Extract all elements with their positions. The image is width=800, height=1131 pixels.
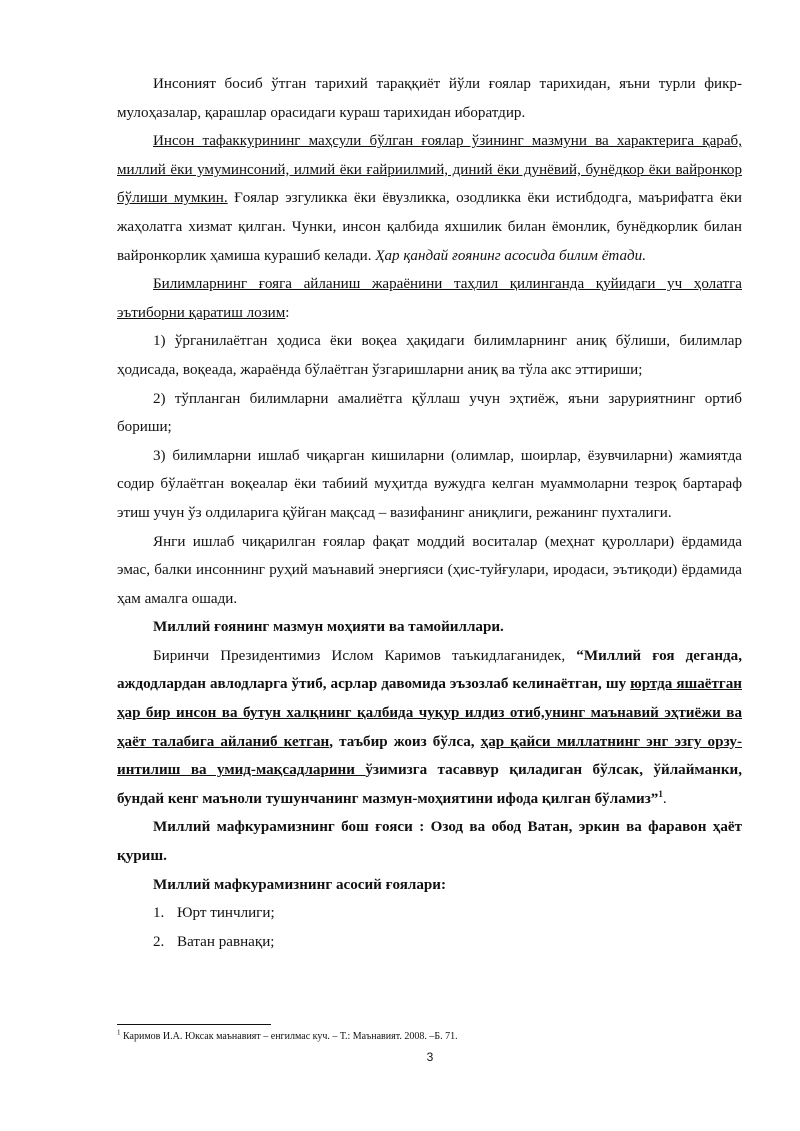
list-item: [117, 928, 742, 957]
footnote: [117, 1030, 742, 1043]
quote-intro: Биринчи Президентимиз Ислом Каримов таъкидлаганидек,: [153, 647, 577, 664]
paragraph-text: Ғоялар эзгуликка ёки ёвузликка, озодликка ёки истибдодга, маърифатга ёки жаҳолатга хизмат қилган. Чунки, инсон қалбида яхшилик билан ёмонлик, бунёдкорлик билан вайронкорлик ҳамиша курашиб келади.: [117, 190, 742, 264]
paragraph-point-3: 3) билимларни ишлаб чиқарган кишиларни (олимлар, шоирлар, ёзувчиларни) жамиятда содир бўлаётган воқеалар ёки табиий муҳитда вужудга келган муаммоларни тезроқ бартараф этиш учун ўз олдиларига қўйган мақсад – вазифанинг аниқлиги, режанинг пухталиги.: [117, 447, 742, 521]
paragraph-new-ideas: Янги ишлаб чиқарилган ғоялар фақат моддий воситалар (меҳнат қуроллари) ёрдамида эмас, балки инсоннинг руҳий маънавий энергияси (ҳис-туйғулари, иродаси, эътиқоди) ёрдамида ҳам амалга ошади.: [117, 533, 742, 607]
footnote-reference[interactable]: 1: [658, 788, 663, 799]
paragraph-ideas: [117, 127, 742, 270]
section-heading-main-idea: Миллий мафкурамизнинг бош ғояси : Озод ва обод Ватан, эркин ва фаравон ҳаёт қуриш.: [117, 819, 742, 865]
list-item: [117, 899, 742, 928]
quote-text: ўзимизга тасаввур қиладиган бўлсак, ўйлайманки, бундай кенг маъноли тушунчанинг мазмун-моҳиятини ифода қилган бўламиз”: [117, 762, 742, 807]
section-heading-national-idea: Миллий ғоянинг мазмун моҳияти ва тамойиллари.: [153, 619, 504, 636]
quote-text: , таъбир жоиз бўлса,: [329, 733, 481, 750]
list-text: Юрт тинчлиги;: [177, 905, 275, 922]
footnote-text: Каримов И.А. Юксак маънавият – енгилмас куч. – Т.: Маънавият. 2008. –Б. 71.: [120, 1031, 458, 1042]
quote-end: .: [662, 790, 667, 807]
paragraph-intro: Инсоният босиб ўтган тарихий тараққиёт йўли ғоялар тарихидан, яъни турли фикр-мулоҳазалар, қарашлар орасидаги кураш тарихидан иборатдир.: [117, 76, 742, 121]
section-heading-core-ideas: Миллий мафкурамизнинг асосий ғоялари:: [153, 876, 447, 893]
underlined-text: Билимларнинг ғояга айланиш жараёнини таҳлил қилинганда қуйидаги уч ҳолатга эътиборни қаратиш лозим: [117, 276, 742, 321]
quote-underlined-text: ҳар қайси миллатнинг энг эзгу орзу-интилиш ва умид-мақсадларини: [117, 733, 742, 779]
paragraph-point-2: 2) тўпланган билимларни амалиётга қўллаш учун эҳтиёж, яъни заруриятнинг ортиб бориши;: [117, 390, 742, 436]
footnote-mark: 1: [117, 1028, 121, 1037]
list-number: 2.: [153, 933, 165, 950]
quote-text: “Миллий ғоя деганда, аждодлардан авлодларга ўтиб, асрлар давомида эъзозлаб келинаётган, шу: [117, 647, 742, 693]
paragraph-knowledge: [117, 270, 742, 327]
page-number: 3: [426, 1050, 434, 1064]
paragraph-quote: [117, 642, 742, 814]
list-number: 1.: [153, 905, 165, 922]
italic-text: Ҳар қандай ғоянинг асосида билим ётади.: [375, 247, 646, 264]
quote-underlined-text: юртда яшаётган ҳар бир инсон ва бутун халқнинг қалбида чуқур илдиз отиб,унинг маънавий эҳтиёжи ва ҳаёт талабига айланиб кетган: [117, 676, 742, 750]
body-text: [117, 70, 742, 956]
underlined-text: Инсон тафаккурининг маҳсули бўлган ғоялар ўзининг мазмуни ва характерига қараб, миллий ёки умуминсоний, илмий ёки ғайриилмий, диний ёки дунёвий, бунёдкор ёки вайронкор бўлиши мумкин.: [117, 133, 742, 207]
list-text: Ватан равнақи;: [177, 933, 275, 950]
paragraph-text: :: [285, 304, 290, 321]
paragraph-point-1: 1) ўрганилаётган ҳодиса ёки воқеа ҳақидаги билимларнинг аниқ бўлиши, билимлар ҳодисада, воқеада, жараёнда бўлаётган ўзгаришларни аниқ ва тўла акс эттириши;: [117, 333, 742, 378]
footnote-separator: [117, 1024, 271, 1025]
